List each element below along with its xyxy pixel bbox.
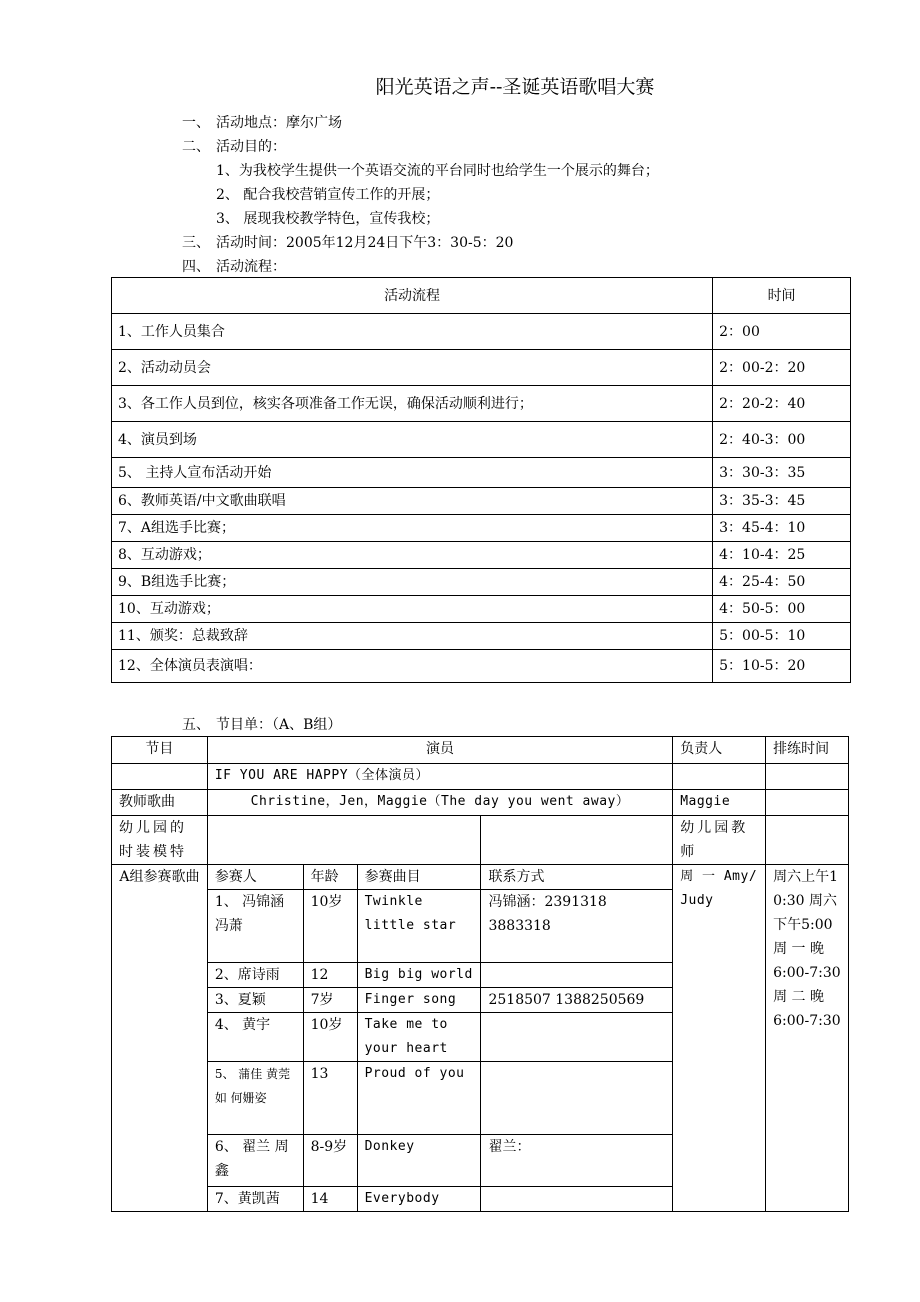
participant-name: 4、 黄宇 bbox=[207, 1013, 303, 1062]
participant-age: 14 bbox=[303, 1187, 357, 1212]
participant-song: Everybody bbox=[357, 1187, 481, 1212]
participant-contact: 冯锦涵：2391318 3883318 bbox=[481, 890, 673, 963]
program-header-performers: 演员 bbox=[207, 737, 672, 764]
group-a-rehearsal: 周六上午10:30 周六下午5:00 周 一 晚 6:00-7:30 周 二 晚 6:00-7:30 bbox=[766, 865, 849, 1212]
flow-step: 4、演员到场 bbox=[112, 422, 713, 458]
participant-age: 10岁 bbox=[303, 890, 357, 963]
participant-name: 3、夏颖 bbox=[207, 988, 303, 1013]
program-header-rehearsal: 排练时间 bbox=[766, 737, 849, 764]
purpose-item: 1、为我校学生提供一个英语交流的平台同时也给学生一个展示的舞台； bbox=[216, 163, 659, 179]
flow-step: 10、互动游戏； bbox=[112, 596, 713, 623]
participant-song: Donkey bbox=[357, 1135, 481, 1187]
flow-time: 2：20-2：40 bbox=[713, 386, 851, 422]
purpose-item: 2、 配合我校营销宣传工作的开展； bbox=[216, 187, 440, 203]
section-flow: 四、 活动流程： bbox=[182, 259, 286, 275]
document-title: 阳光英语之声--圣诞英语歌唱大赛 bbox=[375, 76, 655, 98]
teacher-song-label: 教师歌曲 bbox=[112, 790, 208, 816]
flow-time: 5：00-5：10 bbox=[713, 623, 851, 650]
participant-contact bbox=[481, 1013, 673, 1062]
participant-song: Twinkle little star bbox=[357, 890, 481, 963]
group-a-header-age: 年龄 bbox=[303, 865, 357, 890]
flow-time: 4：25-4：50 bbox=[713, 569, 851, 596]
flow-step: 11、颁奖：总裁致辞 bbox=[112, 623, 713, 650]
program-table bbox=[111, 736, 849, 1212]
group-a-header-song: 参赛曲目 bbox=[357, 865, 481, 890]
flow-time: 3：35-3：45 bbox=[713, 488, 851, 515]
participant-age: 7岁 bbox=[303, 988, 357, 1013]
participant-age: 12 bbox=[303, 963, 357, 988]
purpose-item: 3、 展现我校教学特色，宣传我校； bbox=[216, 211, 440, 227]
kindergarten-label: 幼儿园的时装模特 bbox=[112, 816, 208, 865]
flow-time: 2：00-2：20 bbox=[713, 350, 851, 386]
flow-time: 4：50-5：00 bbox=[713, 596, 851, 623]
flow-step: 12、全体演员表演唱： bbox=[112, 650, 713, 683]
flow-header-time: 时间 bbox=[713, 278, 851, 314]
flow-header-step: 活动流程 bbox=[112, 278, 713, 314]
participant-name: 2、席诗雨 bbox=[207, 963, 303, 988]
flow-step: 9、B组选手比赛； bbox=[112, 569, 713, 596]
participant-name: 7、黄凯茜 bbox=[207, 1187, 303, 1212]
section-venue: 一、 活动地点：摩尔广场 bbox=[182, 115, 342, 131]
section-time: 三、 活动时间：2005年12月24日下午3：30-5：20 bbox=[182, 235, 514, 251]
participant-age: 10岁 bbox=[303, 1013, 357, 1062]
participant-contact bbox=[481, 963, 673, 988]
flow-time: 2：40-3：00 bbox=[713, 422, 851, 458]
flow-time: 3：30-3：35 bbox=[713, 458, 851, 488]
participant-contact bbox=[481, 1062, 673, 1135]
group-a-lead: 周 一 Amy/Judy bbox=[673, 865, 766, 1212]
flow-step: 8、互动游戏； bbox=[112, 542, 713, 569]
teacher-song-lead: Maggie bbox=[673, 790, 766, 816]
participant-contact bbox=[481, 1187, 673, 1212]
flow-step: 6、教师英语/中文歌曲联唱 bbox=[112, 488, 713, 515]
participant-age: 8-9岁 bbox=[303, 1135, 357, 1187]
group-a-header-contact: 联系方式 bbox=[481, 865, 673, 890]
participant-name: 1、 冯锦涵 冯萧 bbox=[207, 890, 303, 963]
program-header-lead: 负责人 bbox=[673, 737, 766, 764]
flow-step: 2、活动动员会 bbox=[112, 350, 713, 386]
flow-time: 4：10-4：25 bbox=[713, 542, 851, 569]
flow-time: 5：10-5：20 bbox=[713, 650, 851, 683]
group-a-header-name: 参赛人 bbox=[207, 865, 303, 890]
participant-song: Take me to your heart bbox=[357, 1013, 481, 1062]
teacher-song-performers: Christine，Jen，Maggie（The day you went away） bbox=[207, 790, 672, 816]
section-program: 五、 节目单：（A、B组） bbox=[182, 717, 342, 733]
kindergarten-lead: 幼儿园教师 bbox=[673, 816, 766, 865]
participant-age: 13 bbox=[303, 1062, 357, 1135]
section-purpose: 二、 活动目的： bbox=[182, 139, 286, 155]
participant-name: 6、 翟兰 周鑫 bbox=[207, 1135, 303, 1187]
flow-step: 3、各工作人员到位，核实各项准备工作无误，确保活动顺利进行； bbox=[112, 386, 713, 422]
participant-song: Proud of you bbox=[357, 1062, 481, 1135]
flow-step: 7、A组选手比赛； bbox=[112, 515, 713, 542]
group-a-label: A组参赛歌曲 bbox=[112, 865, 208, 1212]
program-header-item: 节目 bbox=[112, 737, 208, 764]
participant-contact: 2518507 1388250569 bbox=[481, 988, 673, 1013]
flow-time: 3：45-4：10 bbox=[713, 515, 851, 542]
flow-step: 5、 主持人宣布活动开始 bbox=[112, 458, 713, 488]
flow-step: 1、工作人员集合 bbox=[112, 314, 713, 350]
participant-song: Big big world bbox=[357, 963, 481, 988]
participant-name: 5、 蒲佳 黄莞如 何姗姿 bbox=[207, 1062, 303, 1135]
flow-table bbox=[111, 277, 851, 683]
flow-time: 2：00 bbox=[713, 314, 851, 350]
participant-contact: 翟兰： bbox=[481, 1135, 673, 1187]
opening-number: IF YOU ARE HAPPY（全体演员） bbox=[207, 764, 672, 790]
participant-song: Finger song bbox=[357, 988, 481, 1013]
